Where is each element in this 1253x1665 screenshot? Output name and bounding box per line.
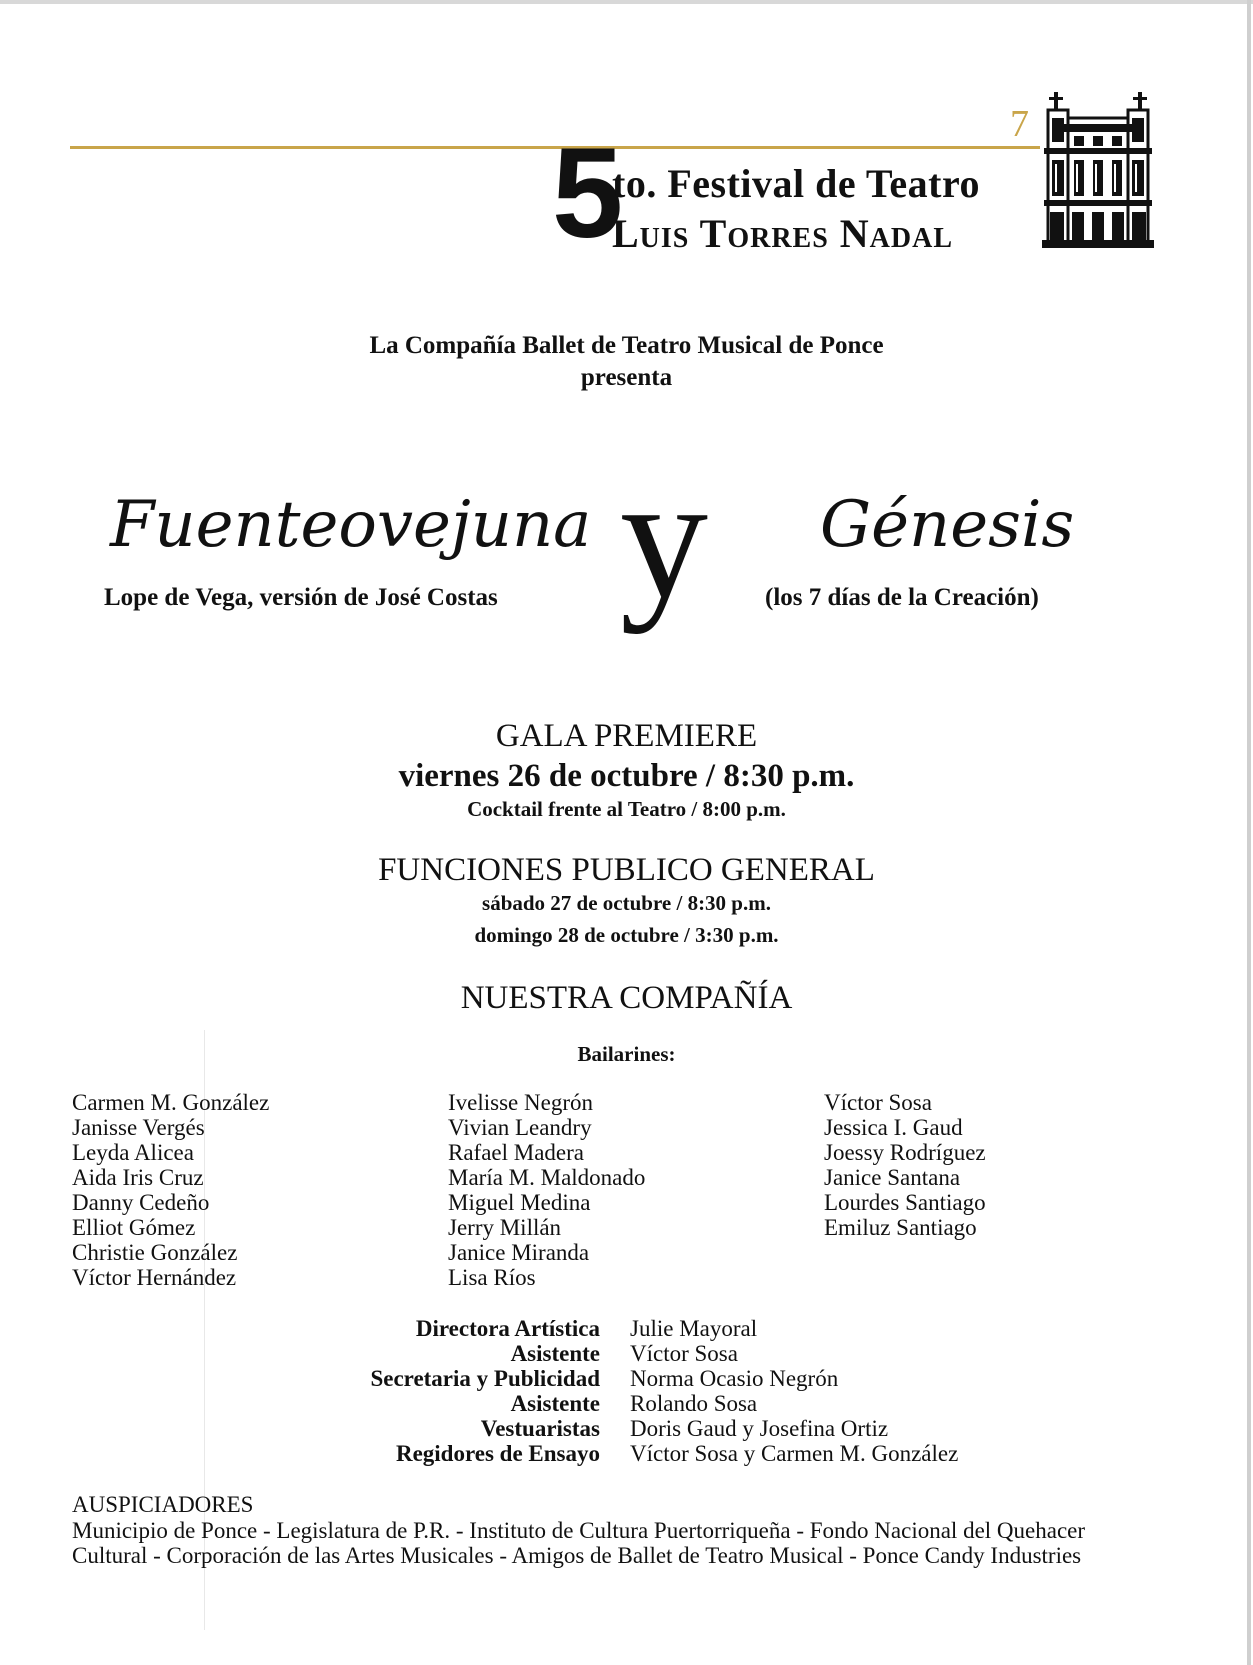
dancer-list-col2 <box>448 1090 645 1290</box>
theatre-building-logo <box>1042 88 1154 248</box>
dancer-name: Leyda Alicea <box>72 1140 194 1165</box>
dancer-name: Janice Santana <box>824 1165 961 1190</box>
dancer-name: Jessica I. Gaud <box>824 1115 963 1140</box>
gala-heading: GALA PREMIERE <box>495 718 758 754</box>
work-subtitle-right: (los 7 días de la Creación) <box>765 584 1039 611</box>
dancer-name: Elliot Gómez <box>72 1215 196 1240</box>
compania-heading: NUESTRA COMPAÑÍA <box>460 980 793 1016</box>
presenter-block <box>0 330 1253 394</box>
dancer-name: Jerry Millán <box>448 1215 562 1240</box>
staff-name: Julie Mayoral <box>630 1316 758 1341</box>
dancer-name: Janice Miranda <box>448 1240 590 1265</box>
dancer-name: Víctor Sosa <box>824 1090 932 1115</box>
dancer-name: Lisa Ríos <box>448 1265 536 1290</box>
dancer-name: Joessy Rodríguez <box>824 1140 986 1165</box>
sponsors-list: Municipio de Ponce - Legislatura de P.R. - Instituto de Cultura Puertorriqueña - Fondo Nacional del Quehacer Cultural - Corporación de las Artes Musicales - Amigos de Ballet de Teatro Musical - Ponce Candy Industries <box>72 1518 1086 1568</box>
staff-roles <box>320 1316 600 1466</box>
dancer-name: Lourdes Santiago <box>824 1190 986 1215</box>
dancer-list-col1 <box>72 1090 269 1290</box>
funcion-date: domingo 28 de octubre / 3:30 p.m. <box>474 923 779 947</box>
dancer-name: Christie González <box>72 1240 238 1265</box>
staff-role: Secretaria y Publicidad <box>370 1366 600 1391</box>
bailarines-label: Bailarines: <box>577 1042 676 1066</box>
festival-number: 5 <box>552 122 624 265</box>
staff-name: Víctor Sosa y Carmen M. González <box>630 1441 959 1466</box>
gala-cocktail: Cocktail frente al Teatro / 8:00 p.m. <box>467 797 786 821</box>
dancer-name: Rafael Madera <box>448 1140 585 1165</box>
page-border-right <box>1247 0 1251 1665</box>
dancer-name: Carmen M. González <box>72 1090 270 1115</box>
presenter-line: La Compañía Ballet de Teatro Musical de Ponce <box>369 332 884 359</box>
staff-role: Regidores de Ensayo <box>395 1441 600 1466</box>
dancer-list-col3 <box>824 1090 986 1240</box>
work-title-genesis: Génesis <box>820 488 1075 562</box>
gala-date: viernes 26 de octubre / 8:30 p.m. <box>398 758 855 794</box>
staff-role: Asistente <box>510 1341 600 1366</box>
dancer-name: Víctor Hernández <box>72 1265 237 1290</box>
staff-name: Rolando Sosa <box>630 1391 758 1416</box>
dancer-name: Emiluz Santiago <box>824 1215 977 1240</box>
page-border-top <box>0 0 1253 4</box>
presenter-line: presenta <box>580 364 673 391</box>
staff-name: Norma Ocasio Negrón <box>630 1366 839 1391</box>
dancer-name: Vivian Leandry <box>448 1115 592 1140</box>
staff-role: Directora Artística <box>415 1316 600 1341</box>
staff-name: Víctor Sosa <box>630 1341 738 1366</box>
staff-name: Doris Gaud y Josefina Ortiz <box>630 1416 889 1441</box>
work-title-fuenteovejuna: Fuenteovejuna <box>110 488 592 562</box>
funcion-date: sábado 27 de octubre / 8:30 p.m. <box>482 891 771 915</box>
staff-role: Vestuaristas <box>480 1416 600 1441</box>
funciones-heading: FUNCIONES PUBLICO GENERAL <box>378 852 875 888</box>
staff-role: Asistente <box>510 1391 600 1416</box>
dancer-name: Miguel Medina <box>448 1190 591 1215</box>
work-connector: y <box>620 440 708 635</box>
dancer-name: Janisse Vergés <box>72 1115 205 1140</box>
dancer-name: Ivelisse Negrón <box>448 1090 593 1115</box>
dancer-name: María M. Maldonado <box>448 1165 646 1190</box>
sponsors-heading: AUSPICIADORES <box>72 1492 254 1517</box>
festival-title-line2: Luis Torres Nadal <box>612 211 954 256</box>
page-number: 7 <box>1010 103 1029 145</box>
dancer-name: Danny Cedeño <box>72 1190 210 1215</box>
staff-names <box>630 1316 958 1466</box>
dancer-name: Aida Iris Cruz <box>72 1165 204 1190</box>
festival-title-line1: to. Festival de Teatro <box>612 161 981 206</box>
work-subtitle-left: Lope de Vega, versión de José Costas <box>104 584 498 611</box>
